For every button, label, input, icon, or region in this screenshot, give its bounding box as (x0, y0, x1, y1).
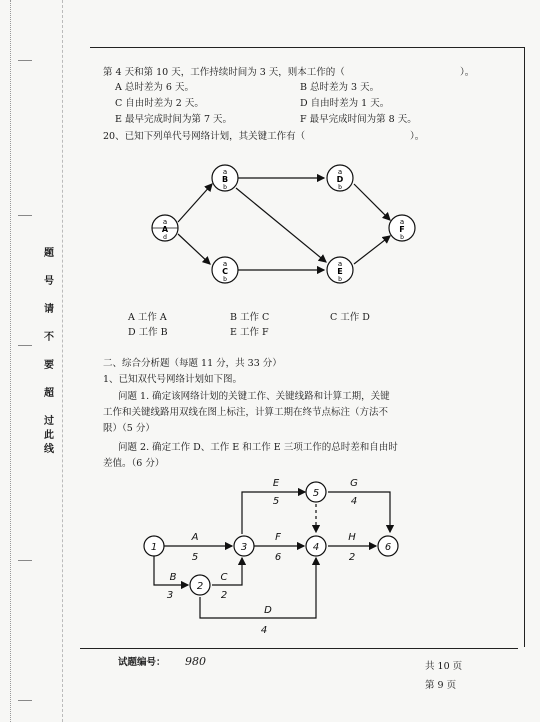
svg-text:C: C (222, 267, 228, 276)
single-code-network-diagram (140, 150, 430, 300)
duration-activity-b: 3 (166, 590, 174, 601)
svg-text:a: a (222, 260, 228, 268)
svg-text:a: a (337, 168, 343, 176)
svg-text:a: a (162, 218, 168, 226)
svg-text:2: 2 (196, 581, 204, 592)
binding-dashed-line (62, 0, 63, 722)
side-char: 超 (44, 388, 54, 399)
q19-stem: 第 4 天和第 10 天，工作持续时间为 3 天，则本工作的（ (103, 67, 345, 78)
svg-text:D: D (336, 175, 344, 184)
label-activity-h: H (348, 532, 356, 543)
network-node-b (212, 165, 238, 191)
side-char: 过 (44, 416, 54, 427)
network-node-f (389, 215, 415, 241)
side-char: 请 (44, 304, 54, 315)
side-char: 号 (44, 276, 54, 287)
network-node-d (327, 165, 353, 191)
q19-option-a: A 总时差为 6 天。 (115, 82, 194, 93)
svg-text:a: a (222, 168, 228, 176)
frame-top-border (90, 47, 525, 48)
duration-activity-h: 2 (348, 552, 356, 563)
frame-bottom-border (80, 648, 518, 649)
network-node-2 (190, 575, 210, 595)
duration-activity-a: 5 (191, 552, 199, 563)
label-activity-c: C (220, 572, 228, 583)
arrow-activity-d (200, 558, 316, 618)
duration-activity-f: 6 (274, 552, 282, 563)
arrow-e-f (354, 236, 390, 264)
exam-code-label: 试题编号： (118, 657, 166, 668)
duration-activity-e: 5 (272, 496, 280, 507)
margin-dotted-line (10, 0, 11, 722)
svg-text:a: a (337, 260, 343, 268)
frame-right-border (524, 47, 525, 647)
q20-option-c: C 工作 D (330, 312, 370, 323)
section2-title: 二、综合分析题（每题 11 分，共 33 分） (103, 358, 282, 369)
exam-code-value: 980 (185, 655, 206, 668)
q20-option-d: D 工作 B (128, 327, 168, 338)
section2-p1-line3: 限）（5 分） (103, 423, 155, 434)
duration-activity-g: 4 (350, 496, 358, 507)
label-activity-g: G (350, 478, 358, 489)
side-char: 要 (44, 360, 54, 371)
q20-stem: 20、已知下列单代号网络计划，其关键工作有（ (103, 131, 306, 142)
margin-tick (18, 700, 32, 701)
side-char: 不 (44, 332, 54, 343)
margin-tick (18, 215, 32, 216)
arrow-b-e (236, 188, 326, 262)
arrow-activity-g (328, 492, 390, 532)
side-char: 此 (44, 430, 54, 441)
label-activity-b: B (169, 572, 177, 583)
section2-p1-line1: 问题 1. 确定该网络计划的关键工作、关键线路和计算工期，关键 (118, 391, 390, 402)
svg-text:d: d (163, 234, 167, 241)
margin-tick (18, 560, 32, 561)
svg-text:F: F (399, 225, 405, 234)
svg-text:1: 1 (150, 542, 158, 553)
duration-activity-d: 4 (260, 625, 268, 636)
q19-option-c: C 自由时差为 2 天。 (115, 98, 204, 109)
q20-stem-end: ）。 (410, 131, 425, 142)
current-page: 第 9 页 (425, 680, 457, 691)
label-activity-e: E (272, 478, 280, 489)
svg-text:4: 4 (312, 542, 320, 553)
svg-text:a: a (399, 218, 405, 226)
network-node-5 (306, 482, 326, 502)
svg-text:b: b (223, 276, 227, 283)
svg-text:b: b (338, 184, 342, 191)
q19-option-d: D 自由时差为 1 天。 (300, 98, 390, 109)
network-node-a (152, 215, 178, 241)
margin-tick (18, 60, 32, 61)
network-node-6 (378, 536, 398, 556)
q19-stem-end: ）。 (460, 67, 475, 78)
network-node-3 (234, 536, 254, 556)
arrow-a-b (178, 184, 212, 222)
q20-option-b: B 工作 C (230, 312, 270, 323)
svg-text:b: b (338, 276, 342, 283)
section2-p1-line2: 工作和关键线路用双线在图上标注，计算工期在终节点标注（方法不 (103, 407, 389, 418)
q19-option-e: E 最早完成时间为第 7 天。 (115, 114, 233, 125)
section2-q1: 1、已知双代号网络计划如下图。 (103, 374, 243, 385)
section2-p2-line1: 问题 2. 确定工作 D、工作 E 和工作 E 三项工作的总时差和自由时 (118, 442, 398, 453)
total-pages: 共 10 页 (425, 661, 463, 672)
network-node-e (327, 257, 353, 283)
network-node-4 (306, 536, 326, 556)
network-node-c (212, 257, 238, 283)
label-activity-a: A (191, 532, 199, 543)
margin-tick (18, 345, 32, 346)
svg-text:5: 5 (312, 488, 320, 499)
q20-option-e: E 工作 F (230, 327, 269, 338)
svg-text:b: b (400, 234, 404, 241)
svg-text:3: 3 (240, 542, 248, 553)
duration-activity-c: 2 (220, 590, 228, 601)
svg-text:A: A (161, 225, 169, 234)
svg-text:b: b (223, 184, 227, 191)
arrow-a-c (178, 234, 210, 264)
label-activity-f: F (275, 532, 281, 543)
svg-text:B: B (221, 175, 229, 184)
side-char: 线 (44, 444, 54, 455)
double-code-network-diagram (140, 470, 420, 640)
q19-option-b: B 总时差为 3 天。 (300, 82, 380, 93)
network-node-1 (144, 536, 164, 556)
side-char: 题 (44, 248, 54, 259)
svg-text:6: 6 (384, 542, 392, 553)
svg-text:E: E (337, 267, 343, 276)
arrow-d-f (354, 184, 390, 220)
label-activity-d: D (264, 605, 272, 616)
q19-option-f: F 最早完成时间为第 8 天。 (300, 114, 417, 125)
q20-option-a: A 工作 A (128, 312, 167, 323)
section2-p2-line2: 差值。（6 分） (103, 458, 165, 469)
